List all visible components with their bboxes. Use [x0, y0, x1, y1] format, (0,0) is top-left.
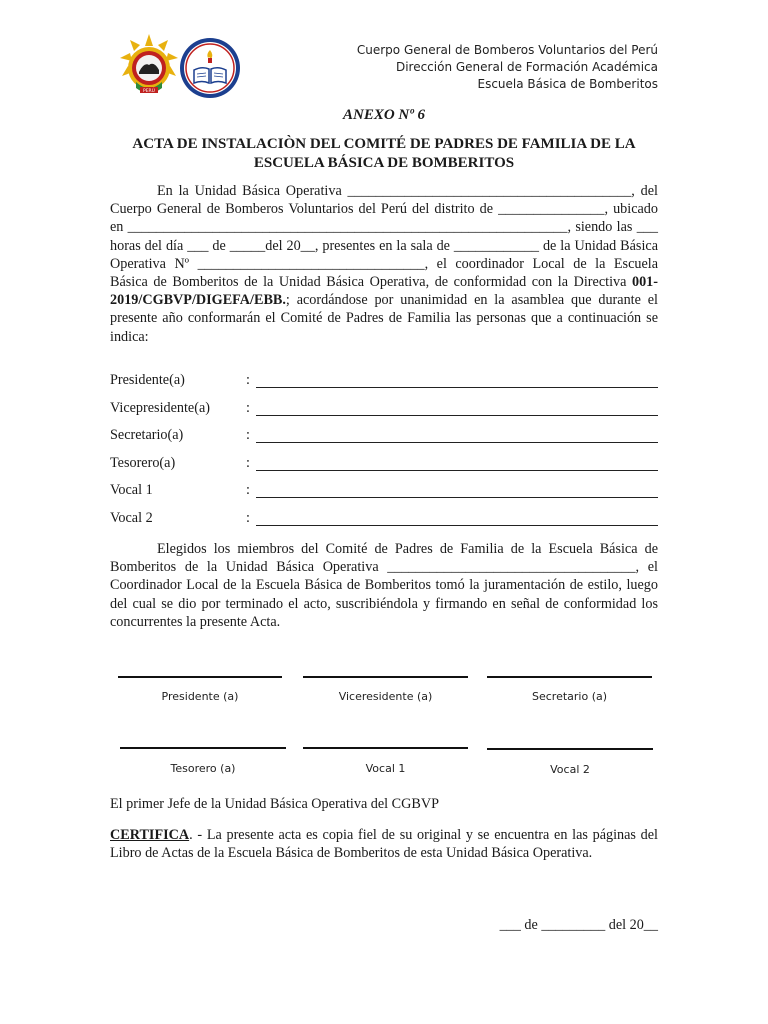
org-line: Escuela Básica de Bomberitos: [477, 77, 658, 91]
logo-a-text: PERÚ: [143, 89, 155, 94]
role-row-presidente: [110, 372, 658, 400]
role-colon: :: [246, 399, 250, 416]
role-label: Vocal 2: [110, 509, 153, 526]
signature-line-tesorero: [120, 747, 286, 749]
document-title: ACTA DE INSTALACIÒN DEL COMITÉ DE PADRES DE FAMILIA DE LA ESCUELA BÁSICA DE BOMBERITOS: [132, 136, 636, 171]
annex-heading: ANEXO Nº 6: [342, 107, 425, 123]
role-row-tesorero: [110, 455, 658, 483]
directive-number: 001-2019/CGBVP/DIGEFA/EBB.: [110, 274, 658, 309]
certification-paragraph: [110, 826, 658, 862]
role-label: Presidente(a): [110, 372, 185, 388]
role-row-vicepresidente: [110, 400, 658, 428]
role-label: Tesorero(a): [110, 454, 176, 471]
signature-line-secretario: [487, 676, 652, 678]
certifica-text: . - La presente acta es copia fiel de su original y se encuentra en las páginas del Libro de Actas de la Escuela Básica de Bomberitos de esta Unidad Básica Operativa.: [110, 827, 658, 862]
paragraph1-text-b: ; acordándose por unanimidad en la asamblea que durante el presente año conformarán el Comité de Padres de Familia las personas que a continuación se indica:: [110, 292, 658, 345]
role-colon: :: [246, 482, 250, 499]
date-line: ___ de _________ del 20__: [499, 917, 658, 933]
role-blank-line: [256, 442, 658, 443]
signature-line-vocal-2: [487, 748, 653, 750]
signature-label: Vocal 2: [550, 763, 590, 776]
role-colon: :: [246, 509, 250, 526]
organization-header: [357, 42, 658, 93]
signature-label: Vocal 1: [365, 762, 406, 775]
role-row-vocal-1: [110, 482, 658, 510]
role-blank-line: [256, 415, 658, 416]
role-blank-line: [256, 387, 658, 388]
signature-label: Secretario (a): [531, 690, 608, 703]
role-colon: :: [246, 427, 250, 444]
committee-roles: [110, 372, 658, 538]
role-colon: :: [246, 454, 250, 471]
org-line: Dirección General de Formación Académica: [395, 60, 658, 74]
paragraph1-text-a: En la Unidad Básica Operativa ________________________________________, del Cuerpo General de Bomberos Voluntarios del Perú del distrito de _______________, ubicado en ______________________________________________________________, siendo las ___ horas del día ___ de _____del 20__, presentes en la sala de ____________ de la Unidad Básica Operativa Nº ________________________________, el coordinador Local de la Escuela Básica de Bomberitos de la Unidad Básica Operativa, de conformidad con la Directiva: [110, 183, 658, 291]
signature-label: Viceresidente (a): [338, 690, 433, 703]
role-blank-line: [256, 497, 658, 498]
signature-label: Tesorero (a): [170, 762, 236, 775]
certifica-heading: CERTIFICA: [110, 827, 190, 843]
role-row-secretario: [110, 427, 658, 455]
role-label: Secretario(a): [110, 427, 184, 444]
signature-line-vicepresidente: [303, 676, 468, 678]
role-label: Vicepresidente(a): [110, 399, 210, 416]
academy-logo: [178, 36, 242, 100]
role-blank-line: [256, 470, 658, 471]
role-blank-line: [256, 525, 658, 526]
signature-label: Presidente (a): [161, 690, 239, 703]
role-colon: :: [246, 372, 250, 388]
jefe-statement: El primer Jefe de la Unidad Básica Operativa del CGBVP: [110, 796, 439, 812]
org-line: Cuerpo General de Bomberos Voluntarios del Perú: [356, 43, 658, 57]
fire-department-logo: [118, 32, 180, 100]
signature-line-presidente: [118, 676, 282, 678]
signature-line-vocal-1: [303, 747, 468, 749]
installation-paragraph: [110, 182, 658, 346]
oath-paragraph: Elegidos los miembros del Comité de Padres de Familia de la Escuela Básica de Bomberitos de la Unidad Básica Operativa ___________________________________, el Coordinador Local de la Escuela Básica de Bomberitos tomó la juramentación de estilo, luego del cual se dio por terminado el acto, suscribiéndola y firmando en señal de conformidad los concurrentes la presente Acta.: [110, 541, 658, 630]
role-label: Vocal 1: [110, 482, 153, 499]
role-row-vocal-2: [110, 510, 658, 538]
